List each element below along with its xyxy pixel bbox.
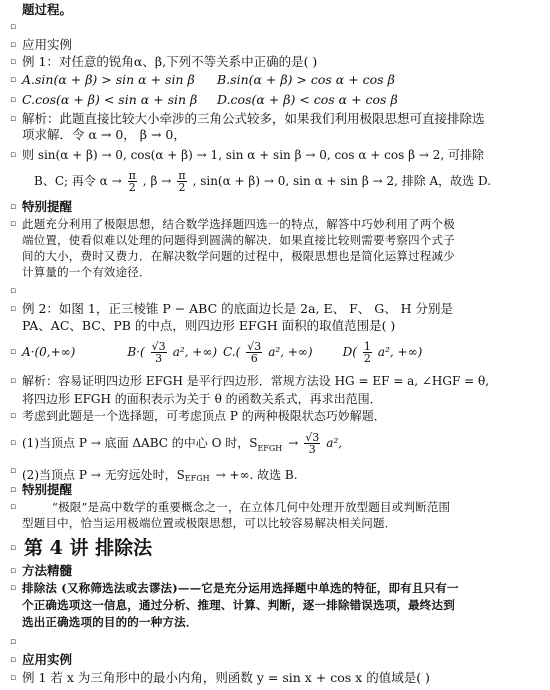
bullet-marker: ▫ — [9, 75, 17, 85]
bullet-marker: ▫ — [9, 502, 17, 512]
fraction-denominator: 2 — [178, 180, 186, 194]
example-question: PA、AC、BC、PB 的中点，则四边形 EFGH 面积的取值范围是( ) — [22, 318, 396, 333]
bullet-marker: ▫ — [9, 411, 17, 421]
option-row — [22, 72, 544, 88]
analysis-text: 将四边形 EFGH 的面积表示为关于 θ 的函数关系式，再求出范围． — [22, 392, 382, 406]
text-fragment: , β → — [142, 174, 172, 188]
bullet-marker: ▫ — [9, 583, 17, 593]
fraction — [363, 341, 372, 364]
tip-text: 计算量的一个有效途径． — [22, 265, 151, 279]
bullet-marker: ▫ — [9, 57, 17, 67]
bullet-marker: ▫ — [9, 347, 17, 357]
bullet-marker: ▫ — [9, 655, 17, 665]
analysis-text: 解析：容易证明四边形 EFGH 是平行四边形．常规方法设 HG = EF = a, ∠HGF = θ, — [22, 374, 490, 388]
example-question: 例 1：对任意的锐角α、β,下列不等关系中正确的是( ) — [22, 54, 318, 69]
text-fragment: a², — [326, 436, 343, 450]
fraction-denominator: 2 — [363, 351, 371, 365]
text-fragment: → — [288, 436, 299, 450]
tip-text: “极限”是高中数学的重要概念之一，在立体几何中处理开放型题目或判断范围 — [52, 500, 451, 514]
fraction-numerator: π — [128, 168, 136, 182]
option-a: A.sin(α + β) > sin α + sin β — [22, 72, 195, 87]
section-heading: 特别提醒 — [22, 199, 73, 214]
fraction — [151, 341, 167, 364]
section-heading: 应用实例 — [22, 652, 73, 667]
subscript: EFGH — [184, 474, 210, 483]
option-c: C.cos(α + β) < sin α + sin β — [22, 92, 198, 107]
fraction-denominator: 2 — [128, 180, 136, 194]
text-fragment: → +∞. 故选 B. — [215, 468, 298, 482]
option-b: B.sin(α + β) > cos α + cos β — [217, 72, 395, 87]
bullet-marker: ▫ — [9, 438, 17, 448]
fraction-numerator: √3 — [305, 430, 320, 444]
option-d-suffix: a², +∞) — [377, 345, 423, 359]
bullet-marker: ▫ — [9, 286, 17, 296]
bullet-marker: ▫ — [9, 485, 17, 495]
bullet-marker: ▫ — [9, 543, 17, 553]
text-fragment: B、C; 再令 α → — [34, 174, 122, 188]
option-row — [22, 336, 544, 368]
bullet-marker: ▫ — [9, 219, 17, 229]
analysis-text: 考虑到此题是一个选择题，可考虑顶点 P 的两种极限状态巧妙解题． — [22, 409, 386, 423]
option-c-prefix: C.( — [223, 345, 241, 359]
fraction-numerator: √3 — [151, 339, 166, 353]
bullet-marker: ▫ — [9, 22, 17, 32]
option-b-suffix: a², +∞) — [172, 345, 218, 359]
bullet-marker: ▫ — [9, 40, 17, 50]
analysis-text: 解析：此题直接比较大小牵涉的三角公式较多，如果我们利用极限思想可直接排除选 — [22, 111, 485, 126]
bullet-marker: ▫ — [9, 114, 17, 124]
fraction-denominator: 3 — [155, 351, 163, 365]
bullet-marker: ▫ — [9, 304, 17, 314]
option-c-suffix: a², +∞) — [268, 345, 313, 359]
analysis-text: 则 sin(α + β) → 0, cos(α + β) → 1, sin α + sin β → 0, cos α + cos β → 2, 可排除 — [22, 148, 484, 162]
method-text: 排除法 (又称筛选法或去谬法)——它是充分运用选择题中单选的特征，即有且只有一 — [22, 581, 459, 595]
method-text: 个正确选项这一信息，通过分析、推理、计算、判断，逐一排除错误选项，最终达到 — [22, 598, 455, 612]
text-line: 题过程。 — [22, 2, 73, 17]
section-heading: 特别提醒 — [22, 482, 73, 497]
section-heading: 方法精髓 — [22, 563, 73, 578]
fraction-numerator: √3 — [247, 339, 262, 353]
fraction-numerator: π — [178, 168, 186, 182]
option-d-prefix: D( — [342, 345, 357, 359]
tip-text: 间的大小，费时又费力．在解决数学问题的过程中，极限思想也是简化运算过程减少 — [22, 249, 455, 263]
fraction-denominator: 3 — [308, 442, 316, 456]
example-question: 例 1 若 x 为三角形中的最小内角，则函数 y = sin x + cos x 的值域是( ) — [22, 670, 430, 685]
fraction — [246, 341, 262, 364]
method-text: 选出正确选项的目的的一种方法． — [22, 615, 198, 629]
bullet-marker: ▫ — [9, 95, 17, 105]
analysis-text-fractions — [22, 166, 544, 196]
bullet-marker: ▫ — [9, 566, 17, 576]
bullet-marker: ▫ — [9, 637, 17, 647]
option-d: D.cos(α + β) < cos α + cos β — [217, 92, 398, 107]
fraction — [304, 432, 320, 455]
section-heading: 应用实例 — [22, 37, 73, 52]
bullet-marker: ▫ — [9, 202, 17, 212]
fraction-denominator: 6 — [250, 351, 258, 365]
analysis-case-1 — [22, 426, 544, 460]
bullet-marker: ▫ — [9, 150, 17, 160]
tip-text: 型题目中，恰当运用极端位置或极限思想，可以比较容易解决相关问题． — [22, 516, 397, 530]
example-question: 例 2：如图 1，正三棱锥 P − ABC 的底面边长是 2a, E、 F、 G、 H 分别是 — [22, 301, 454, 316]
bullet-marker: ▫ — [9, 466, 17, 476]
analysis-text: 项求解．令 α → 0， β → 0， — [22, 127, 186, 142]
option-row — [22, 92, 544, 108]
option-a: A·(0,+∞) — [22, 345, 76, 359]
text-fragment: (1)当顶点 P → 底面 ΔABC 的中心 O 时，S — [22, 436, 258, 450]
fraction — [128, 170, 137, 193]
fraction — [177, 170, 186, 193]
option-b-prefix: B·( — [127, 345, 145, 359]
subscript: EFGH — [257, 444, 283, 453]
tip-text: 此题充分利用了极限思想，结合数学选择题四选一的特点，解答中巧妙利用了两个极 — [22, 217, 455, 231]
fraction-numerator: 1 — [363, 339, 371, 353]
bullet-marker: ▫ — [9, 673, 17, 683]
text-fragment: (2)当顶点 P → 无穷远处时，S — [22, 468, 185, 482]
text-fragment: , sin(α + β) → 0, sin α + sin β → 2, 排除 A，故选 D. — [192, 174, 492, 188]
chapter-title: 第 4 讲 排除法 — [24, 537, 153, 559]
bullet-marker: ▫ — [9, 376, 17, 386]
tip-text: 端位置，使看似难以处理的问题得到圆满的解决．如果直接比较则需要考察四个式子 — [22, 233, 455, 247]
